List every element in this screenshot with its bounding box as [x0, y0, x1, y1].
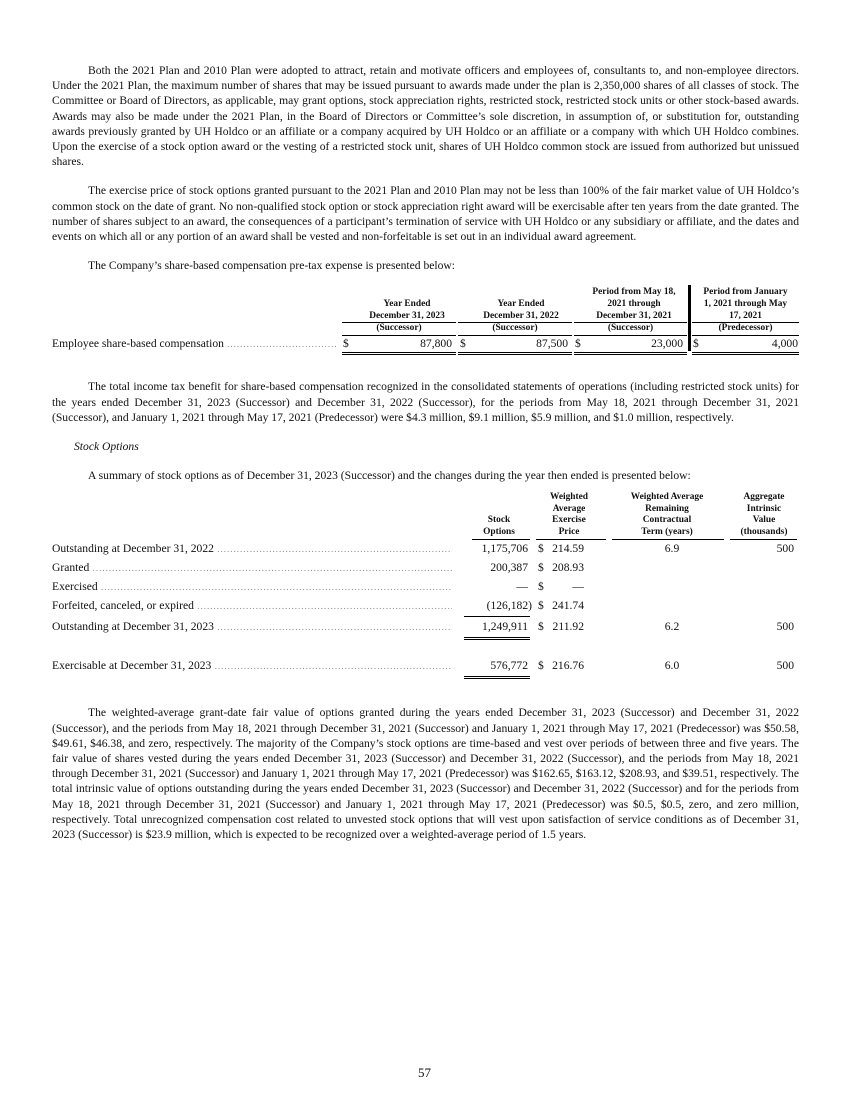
- stock-options-table: [52, 487, 799, 705]
- comp-row-label: Employee share-based compensation .....: [52, 337, 336, 350]
- comp-sub-2021-successor: (Successor): [607, 323, 654, 334]
- header-stock-options: Stock Options: [483, 515, 515, 537]
- header-intrinsic-value: Aggregate Intrinsic Value (thousands): [740, 492, 788, 537]
- comp-dollar-sign: $: [575, 337, 581, 351]
- comp-dollar-sign: $: [460, 337, 466, 351]
- comp-sub-2021-predecessor: (Predecessor): [718, 323, 773, 334]
- compensation-table: [52, 275, 799, 355]
- table-row: Outstanding at December 31, 2022 ..... 1,175,706 $ 214.59 6.9 500: [52, 542, 799, 559]
- comp-value-2021-successor: 23,000: [651, 337, 683, 351]
- comp-value-2023: 87,800: [420, 337, 452, 351]
- paragraph-plans: Both the 2021 Plan and 2010 Plan were adopted to attract, retain and motivate officers and employees of, consultants to, and non-employee directors. Under the 2021 Plan, the maximum number of shares that may be issued pursuant to awards made under the plan is 2,350,000 shares of all classes of stock. The Committee or Board of Directors, as applicable, may grant options, stock appreciation rights, restricted stock, restricted stock units or other stock-based awards. Awards may also be made under the 2021 Plan, in the Board of Directors or Committee’s sole discretion, in assumption of, or substitution for, outstanding awards previously granted by UH Holdco or an affiliate or a company acquired by UH Holdco or an affiliate or a company with which UH Holdco combines. Upon the exercise of a stock option award or the vesting of a restricted stock unit, shares of UH Holdco common stock are issued from authorized but unissued shares.: [52, 64, 799, 169]
- table-row: Exercised ..... — $ —: [52, 580, 799, 597]
- comp-dollar-sign: $: [343, 337, 349, 351]
- table-row: Forfeited, canceled, or expired ..... (126,182) $ 241.74: [52, 599, 799, 616]
- comp-value-2022: 87,500: [536, 337, 568, 351]
- header-exercise-price: Weighted Average Exercise Price: [549, 492, 589, 537]
- predecessor-divider: [688, 285, 691, 351]
- comp-sub-2023: (Successor): [376, 323, 422, 334]
- document-page: [52, 63, 799, 842]
- comp-header-2023: Year Ended December 31, 2023: [369, 299, 445, 322]
- paragraph-tax-benefit: The total income tax benefit for share-based compensation recognized in the consolidated statements of operations (including restricted stock units) for the years ended December 31, 2023 (Successor) and December 31, 2022 (Successor), for the periods from May 18, 2021 through December 31, 2021 (Successor), and January 1, 2021 through May 17, 2021 (Predecessor) were $4.3 million, $9.1 million, $5.9 million, and $1.0 million, respectively.: [52, 380, 799, 424]
- comp-header-2021-successor: Period from May 18, 2021 through December 31, 2021: [592, 287, 676, 321]
- table-row: Outstanding at December 31, 2023 ..... 1,249,911 $ 211.92 6.2 500: [52, 620, 799, 637]
- comp-header-2021-predecessor: Period from January 1, 2021 through May 17, 2021: [703, 287, 788, 321]
- header-remaining-term: Weighted Average Remaining Contractual Term (years): [630, 492, 704, 537]
- comp-value-2021-predecessor: 4,000: [771, 337, 798, 351]
- page-number: 57: [418, 1065, 431, 1080]
- comp-sub-2022: (Successor): [492, 323, 538, 334]
- paragraph-expense-intro: The Company’s share-based compensation pre-tax expense is presented below:: [88, 259, 456, 273]
- paragraph-options-summary: A summary of stock options as of December 31, 2023 (Successor) and the changes during the year then ended is presented below:: [88, 469, 691, 483]
- paragraph-fair-value: The weighted-average grant-date fair value of options granted during the years ended December 31, 2023 (Successor) and December 31, 2022 (Successor), and the periods from May 18, 2021 through December 31, 2021 (Successor) and January 1, 2021 through May 17, 2021 (Predecessor) was $50.58, $49.61, $46.38, and zero, respectively. The majority of the Company’s stock options are time-based and vest over periods of between three and five years. The fair value of shares vested during the years ended December 31, 2023 (Successor) and December 31, 2022 (Successor), and the periods from May 18, 2021 through December 31, 2021 (Successor) and January 1, 2021 through May 17, 2021 (Predecessor) was $162.65, $163.12, $208.93, and $39.51, respectively. The total intrinsic value of options outstanding during the years ended December 31, 2023 (Successor) and December 31, 2022 (Successor) and for the periods from May 18, 2021 through December 31, 2021 (Successor) and January 1, 2021 through May 17, 2021 (Predecessor) was $0.5, $0.5, zero, and zero million, respectively. Total unrecognized compensation cost related to unvested stock options that will vest upon satisfaction of service conditions as of December 31, 2023 (Successor) is $23.9 million, which is expected to be recognized over a weighted-average period of 1.5 years.: [52, 706, 799, 842]
- comp-header-2022: Year Ended December 31, 2022: [483, 299, 559, 322]
- table-row: Granted ..... 200,387 $ 208.93: [52, 561, 799, 578]
- table-row: Exercisable at December 31, 2023 ..... 576,772 $ 216.76 6.0 500: [52, 659, 799, 676]
- section-heading-stock-options: Stock Options: [74, 440, 139, 454]
- comp-dollar-sign: $: [693, 337, 699, 351]
- paragraph-exercise-price: The exercise price of stock options granted pursuant to the 2021 Plan and 2010 Plan may not be less than 100% of the fair market value of UH Holdco’s common stock on the date of grant. No non-qualified stock option or stock appreciation right award will be exercisable after ten years from the date granted. The number of shares subject to an award, the consequences of a participant’s termination of service with UH Holdco or any subsidiary or affiliate, and the dates and events on which all or any portion of an award shall be vested and non-forfeitable is set out in an individual award agreement.: [52, 184, 799, 244]
